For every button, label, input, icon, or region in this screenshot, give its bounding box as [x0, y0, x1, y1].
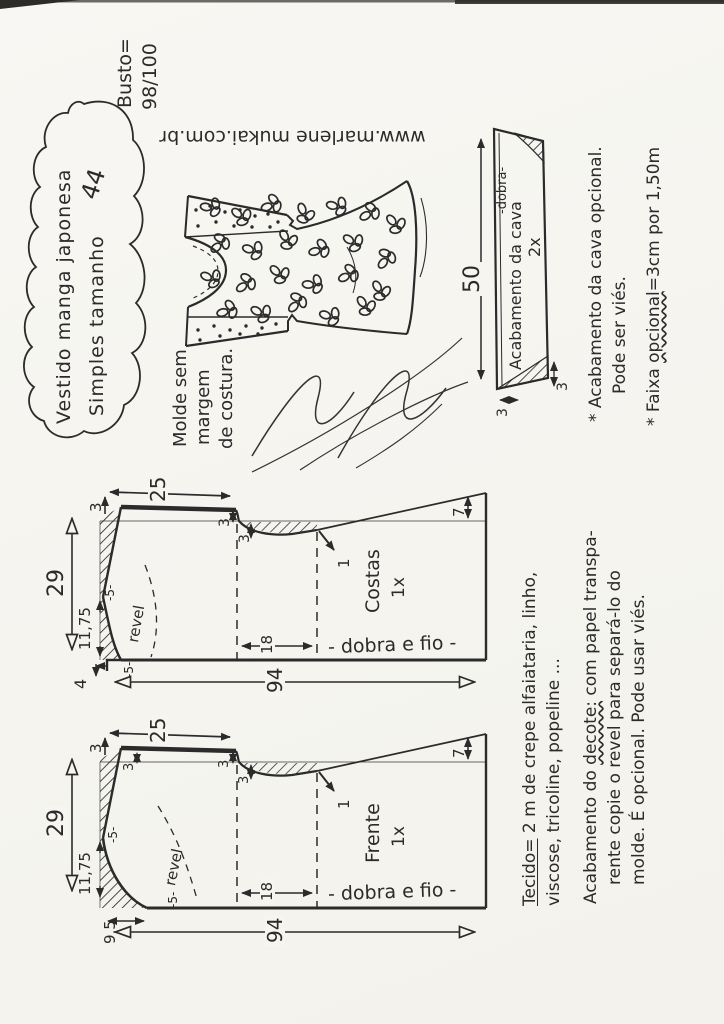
- back-quantity: 1x: [389, 577, 409, 598]
- fabric-note-line2: viscose, tricoline, popeline ...: [544, 658, 564, 906]
- front-waist-dim: 18: [260, 879, 275, 904]
- facing-piece-name: Acabamento da cava: [506, 201, 525, 370]
- back-piece-name: Costas: [362, 549, 384, 613]
- floral-print: [197, 191, 410, 330]
- front-drop-a-dim: 3: [122, 762, 137, 771]
- no-seam-note-line1: Molde sem: [170, 349, 191, 447]
- front-notch-b: -5-: [166, 891, 180, 908]
- back-drop-b-dim: 3: [237, 534, 253, 543]
- back-ext-dim: 4: [71, 678, 90, 689]
- back-side-dim: 29: [46, 566, 68, 600]
- fabric-note-line3: [583, 530, 600, 904]
- pattern-title: Vestido manga japonesa: [53, 168, 75, 424]
- front-neck-width-dim: 9,5: [101, 920, 119, 944]
- front-quantity: 1x: [389, 826, 409, 847]
- front-piece-name: Frente: [362, 803, 384, 863]
- dress-illustration: [185, 181, 427, 346]
- back-length-dim: 94: [265, 665, 285, 696]
- scan-edge-artifact: [0, 0, 724, 9]
- note-belt-post: =3cm por 1,50m: [644, 146, 664, 292]
- front-drop-b-dim: 3: [217, 759, 232, 768]
- fabric-label: Tecido=: [520, 838, 540, 906]
- note-belt-optional: [646, 147, 663, 426]
- front-notch-a: -5-: [106, 826, 120, 843]
- front-rise-dim: 3: [87, 743, 105, 753]
- front-shoulder-dim: 25: [148, 715, 168, 746]
- back-dip-dim: 1: [335, 558, 353, 568]
- bust-label: Busto=: [114, 38, 136, 108]
- no-seam-note-line2: margem: [193, 369, 214, 445]
- bust-value: 98/100: [139, 43, 161, 110]
- website-url: www.marlene mukai.com.br: [159, 126, 426, 148]
- front-neck-depth-dim: 11,75: [76, 852, 94, 895]
- front-length-dim: 94: [265, 915, 285, 946]
- front-facing-label: revel: [161, 847, 187, 888]
- back-waist-dim: 18: [260, 632, 275, 657]
- neckline-note-post: com papel transpa-: [581, 530, 601, 701]
- note-facing-optional: * Acabamento da cava opcional.: [586, 146, 606, 422]
- back-drop-a-dim: 3: [217, 518, 233, 527]
- note-belt-pre: * Faixa: [644, 362, 664, 426]
- front-side-dim: 29: [46, 806, 68, 840]
- back-grainline-label: - dobra e fio -: [327, 631, 457, 659]
- facing-quantity: 2x: [525, 237, 544, 257]
- fabric-line1-rest: 2 m de crepe alfaiataria, linho,: [520, 571, 540, 839]
- back-shoulder-dim: 25: [148, 474, 168, 505]
- neckline-note-underlined: decote:: [581, 700, 601, 765]
- pattern-subtitle: Simples tamanho: [86, 235, 108, 416]
- facing-length-dim: 50: [462, 262, 484, 296]
- title-cloud: [24, 102, 145, 438]
- facing-width-bottom-dim: 3: [495, 408, 511, 417]
- note-belt-underlined: opcional: [644, 291, 664, 363]
- back-rise-dim: 3: [87, 502, 105, 512]
- back-notch-a: -5-: [103, 584, 117, 601]
- front-dip-dim: 1: [335, 799, 353, 809]
- size-number: 44: [75, 165, 112, 203]
- front-grainline-label: - dobra e fio -: [327, 878, 457, 906]
- fabric-note-line1: [522, 572, 539, 906]
- back-notch-b: -5-: [122, 661, 136, 678]
- no-seam-note-line3: de costura.: [216, 347, 237, 449]
- facing-width-side-dim: 3: [555, 382, 571, 391]
- facing-fold-label: -dobra-: [495, 166, 510, 214]
- note-bias-option: Pode ser viés.: [610, 276, 630, 394]
- fabric-note-line4: rente copie o revel para separá-lo do: [605, 570, 625, 885]
- front-hem-dim: 7: [450, 748, 468, 758]
- back-hem-dim: 7: [450, 507, 468, 517]
- fabric-note-line5: molde. É opcional. Pode usar viés.: [629, 594, 649, 885]
- neckline-note-pre: Acabamento do: [581, 764, 601, 904]
- front-drop-c-dim: 3: [237, 775, 252, 784]
- signature: [252, 338, 468, 472]
- back-neck-depth-dim: 11,75: [76, 607, 94, 650]
- back-facing-label: revel: [124, 603, 149, 644]
